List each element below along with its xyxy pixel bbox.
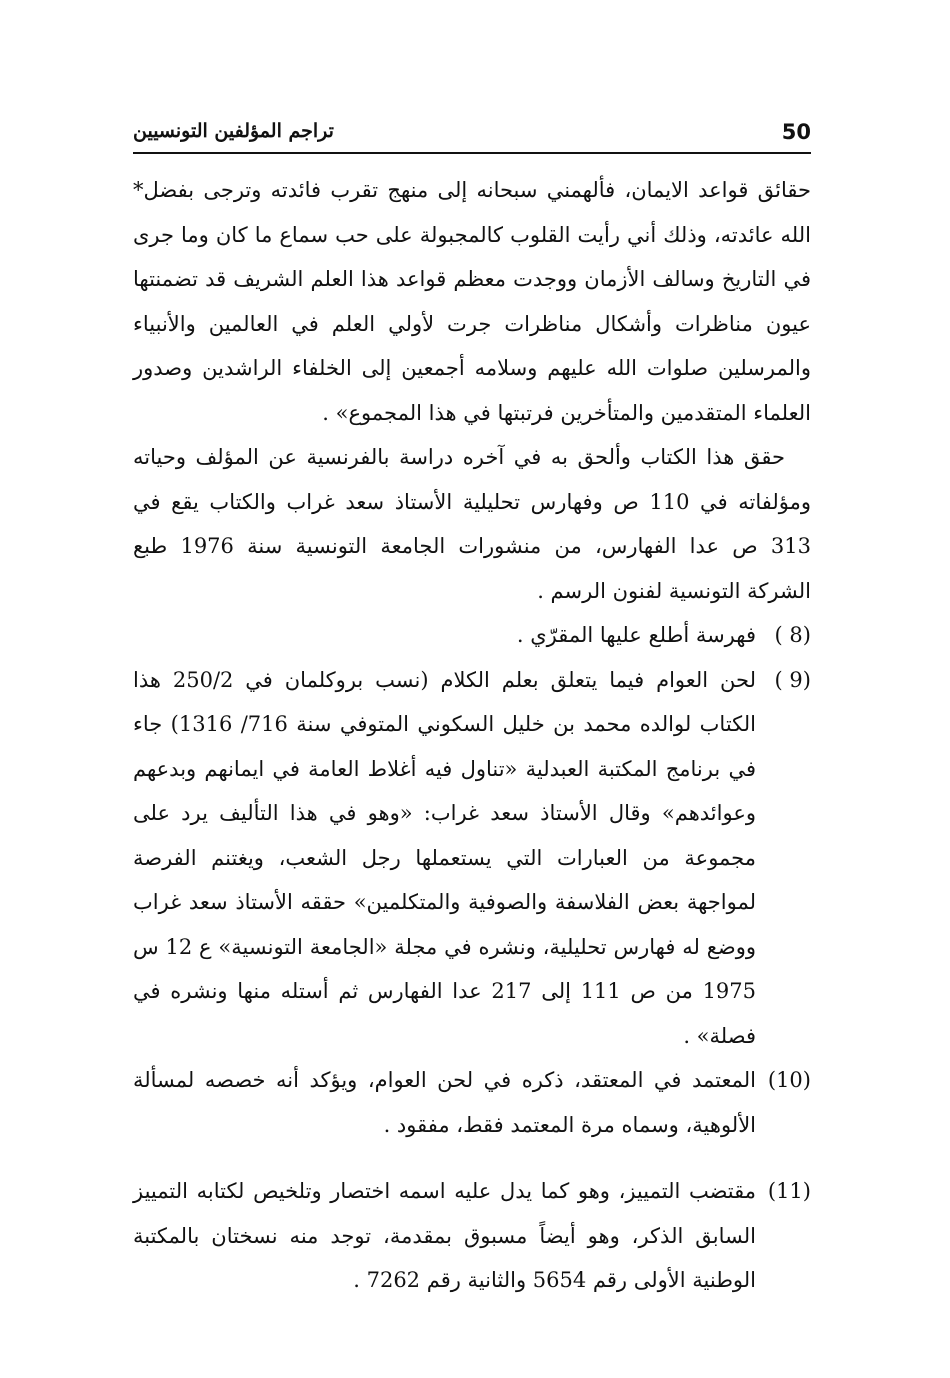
list-item-10 xyxy=(133,1058,811,1147)
continuation-paragraph: حقائق قواعد الايمان، فألهمني سبحانه إلى منهج تقرب فائدته وترجى بفضل* الله عائدته، وذلك أني رأيت القلوب كالمجبولة على حب سماع ما كان وما جرى في التاريخ وسالف الأزمان ووجدت معظم قواعد هذا العلم الشريف قد تضمنتها عيون مناظرات وأشكال مناظرات جرت لأولي العلم في العالمين والأنبياء والمرسلين صلوات الله عليهم وسلامه أجمعين إلى الخلفاء الراشدين وصدور العلماء المتقدمين والمتأخرين فرتبتها في هذا المجموع» . xyxy=(133,178,811,425)
list-item-9 xyxy=(133,658,811,1059)
spacer xyxy=(133,1147,811,1169)
item-text: المعتمد في المعتقد، ذكره في لحن العوام، ويؤكد أنه خصصه لمسألة الألوهية، وسماه مرة المعتمد فقط، مفقود . xyxy=(133,1068,756,1137)
body-text xyxy=(133,168,811,1303)
item-text: لحن العوام فيما يتعلق بعلم الكلام (نسب بروكلمان في 250/2 هذا الكتاب لوالده محمد بن خليل السكوني المتوفي سنة 716/ 1316) جاء في برنامج المكتبة العبدلية «تناول فيه أغلاط العامة في ايمانهم وبدعهم وعوائدهم» وقال الأستاذ سعد غراب: «وهو في هذا التأليف يرد على مجموعة من العبارات التي يستعملها رجل الشعب، ويغتنم الفرصة لمواجهة بعض الفلاسفة والصوفية والمتكلمين» حققه الأستاذ سعد غراب ووضع له فهارس تحليلية، ونشره في مجلة «الجامعة التونسية» ع 12 س 1975 من ص 111 إلى 217 عدا الفهارس ثم أستله منها ونشره في فصلة» . xyxy=(133,667,757,1048)
page-header xyxy=(133,118,811,154)
item-text: فهرسة أطلع عليها المقرّي . xyxy=(516,623,756,647)
running-title: تراجم المؤلفين التونسيين xyxy=(133,120,334,142)
item-number: (9 ) xyxy=(774,667,811,692)
item-number: (8 ) xyxy=(774,623,811,647)
item-number: (10) xyxy=(767,1068,811,1092)
editor-note-paragraph: حقق هذا الكتاب وألحق به في آخره دراسة بالفرنسية عن المؤلف وحياته ومؤلفاته في 110 ص وفهارس تحليلية الأستاذ سعد غراب والكتاب يقع في 313 ص عدا الفهارس، من منشورات الجامعة التونسية سنة 1976 طبع الشركة التونسية لفنون الرسم . xyxy=(133,445,811,603)
list-item-11 xyxy=(133,1169,811,1303)
list-item-8 xyxy=(133,613,811,658)
item-number: (11) xyxy=(767,1179,811,1203)
page-number: 50 xyxy=(781,120,811,144)
item-text: مقتضب التمييز، وهو كما يدل عليه اسمه اختصار وتلخيص لكتابه التمييز السابق الذكر، وهو أيضاً مسبوق بمقدمة، توجد منه نسختان بالمكتبة الوطنية الأولى رقم 5654 والثانية رقم 7262 . xyxy=(133,1179,756,1292)
